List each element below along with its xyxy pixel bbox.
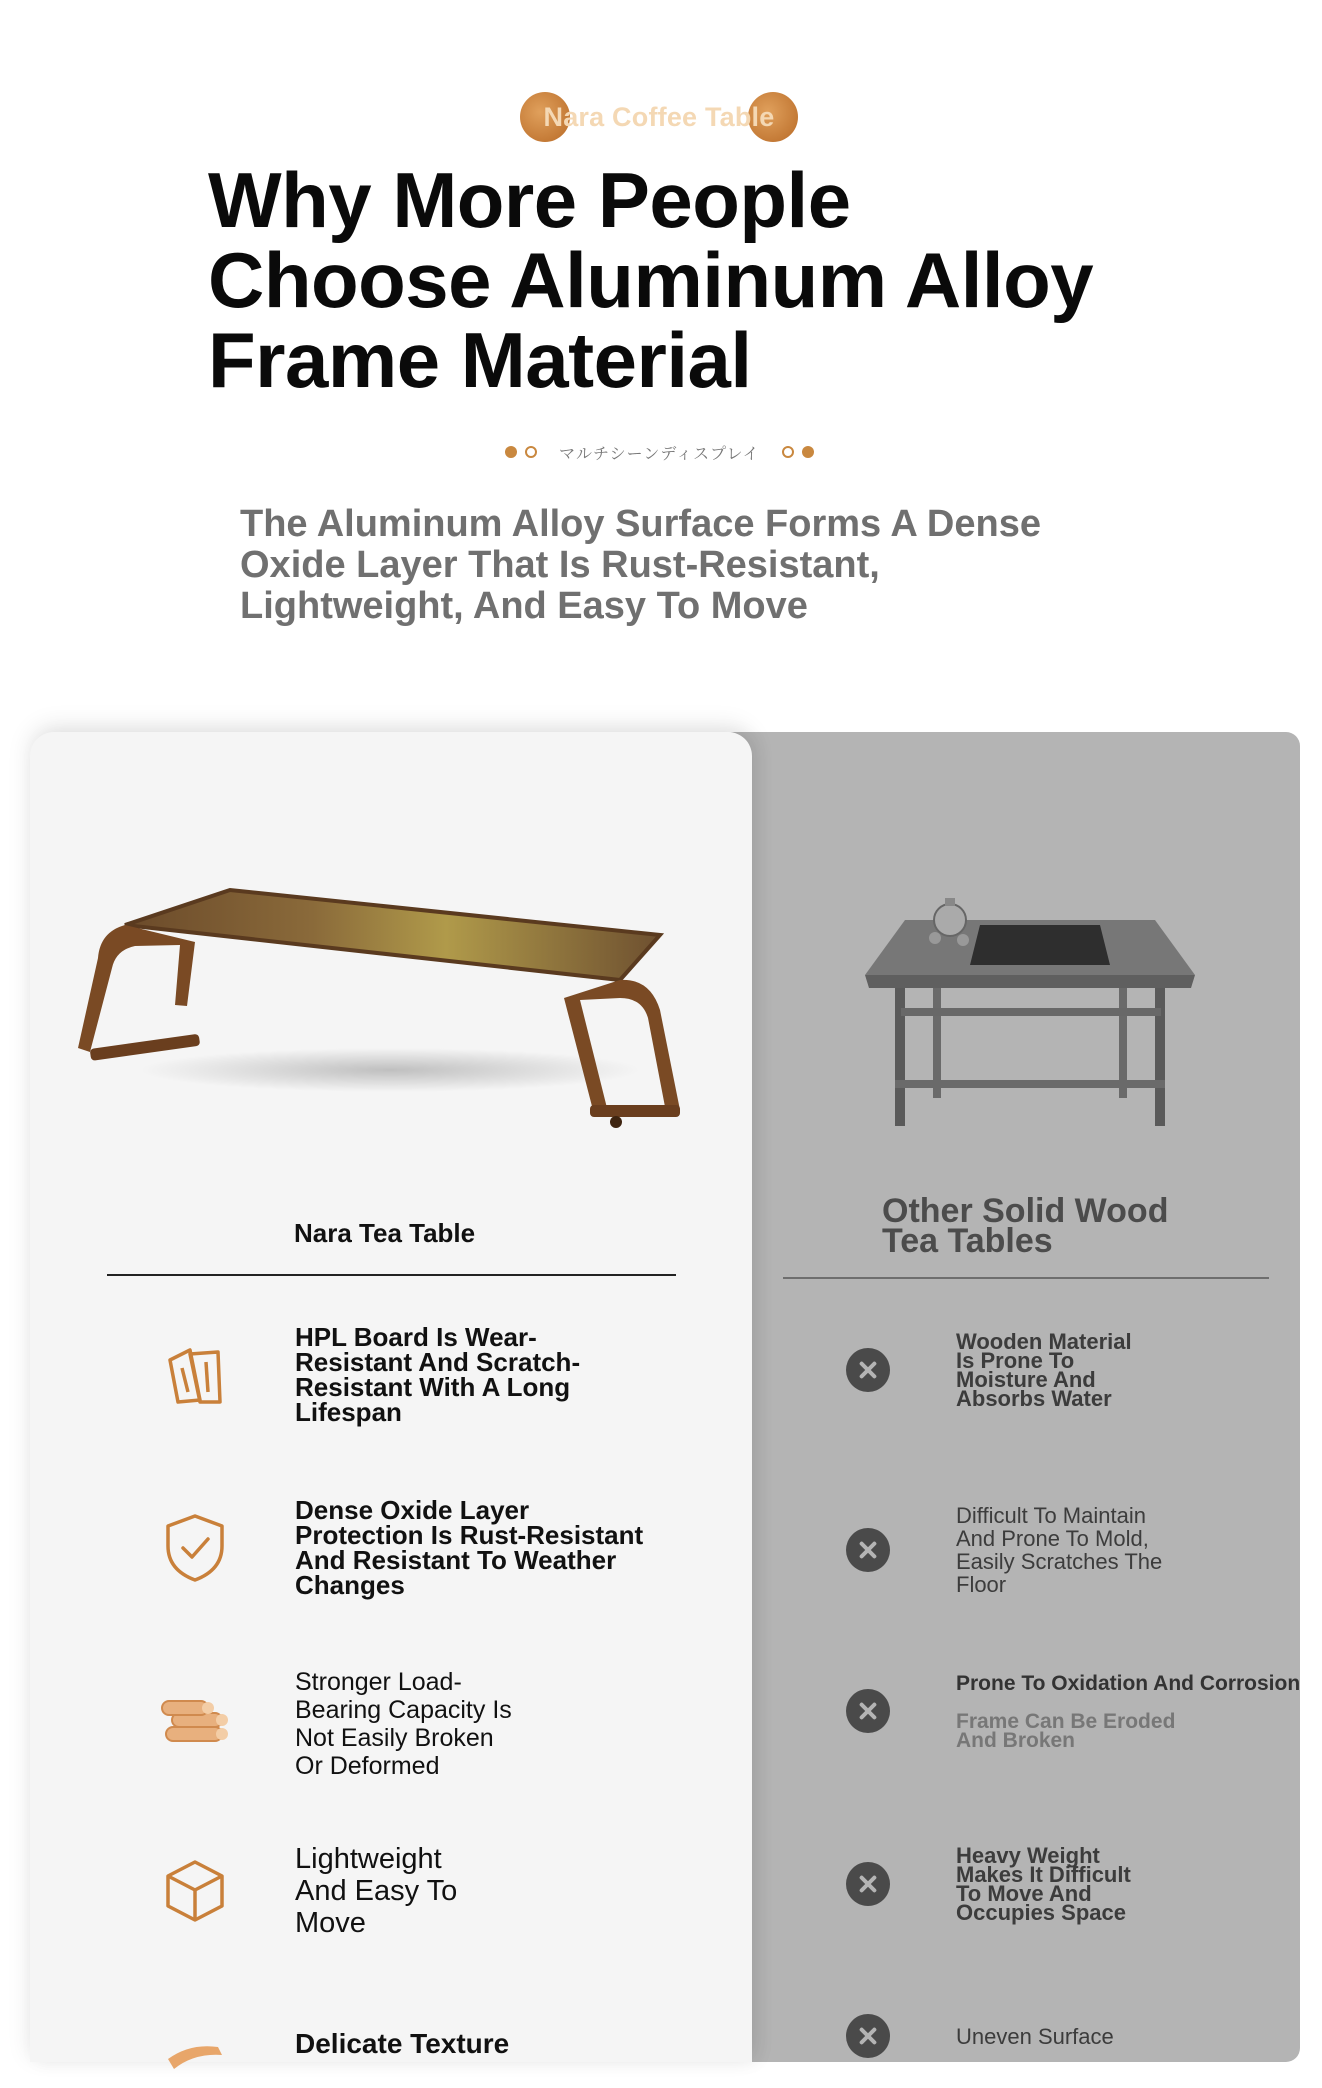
- con-subtext: Frame Can Be Eroded And Broken: [956, 1710, 1176, 1752]
- feature-item: [150, 1322, 595, 1427]
- con-text: Wooden Material Is Prone To Moisture And Absorbs Water: [956, 1329, 1132, 1411]
- brush-icon: [150, 1998, 240, 2088]
- shield-check-icon: [150, 1503, 240, 1593]
- nara-table-image: [60, 860, 700, 1160]
- con-item: [846, 1329, 1146, 1411]
- product-badge: [520, 92, 798, 142]
- divider-ring: [782, 446, 794, 458]
- con-item: [846, 1504, 1186, 1596]
- page-headline: Why More People Choose Aluminum Alloy Frame Material: [208, 156, 1094, 404]
- x-circle-icon: [846, 1862, 890, 1906]
- hpl-board-icon: [150, 1330, 240, 1420]
- con-text: Uneven Surface: [956, 2023, 1114, 2049]
- section-divider: [505, 437, 814, 467]
- nara-table-title: Nara Tea Table: [294, 1218, 476, 1248]
- con-text: Difficult To Maintain And Prone To Mold, Easily Scratches The Floor: [956, 1503, 1163, 1597]
- feature-text: Delicate Texture: [295, 2027, 510, 2059]
- con-item: [846, 1672, 1300, 1750]
- wood-table-image: [855, 880, 1215, 1130]
- feature-text: Lightweight And Easy To Move: [295, 1843, 458, 1939]
- feature-text: HPL Board Is Wear-Resistant And Scratch-Resistant With A Long Lifespan: [295, 1322, 581, 1427]
- cube-icon: [150, 1846, 240, 1936]
- badge-label: Nara Coffee Table: [543, 102, 775, 132]
- divider-dot: [802, 446, 814, 458]
- feature-item: [150, 1998, 509, 2088]
- x-circle-icon: [846, 1528, 890, 1572]
- divider-ring: [525, 446, 537, 458]
- other-tables-title: Other Solid Wood Tea Tables: [882, 1192, 1169, 1260]
- feature-item: [150, 1495, 655, 1600]
- divider-dot: [505, 446, 517, 458]
- lead-paragraph: The Aluminum Alloy Surface Forms A Dense Oxide Layer That Is Rust-Resistant, Lightweight, And Easy To Move: [240, 503, 1041, 627]
- feature-text: Dense Oxide Layer Protection Is Rust-Resistant And Resistant To Weather Changes: [295, 1495, 644, 1600]
- x-circle-icon: [846, 1689, 890, 1733]
- feature-item: [150, 1668, 515, 1780]
- other-title-rule: [783, 1277, 1269, 1279]
- x-circle-icon: [846, 1348, 890, 1392]
- divider-text: マルチシーンディスプレイ: [559, 445, 760, 463]
- feature-text: Stronger Load-Bearing Capacity Is Not Easily Broken Or Deformed: [295, 1668, 512, 1780]
- con-item: [846, 2014, 1114, 2058]
- feature-item: [150, 1843, 485, 1939]
- logs-icon: [150, 1679, 240, 1769]
- x-circle-icon: [846, 2014, 890, 2058]
- nara-title-rule: [107, 1274, 676, 1276]
- con-text: Prone To Oxidation And Corrosion: [956, 1672, 1301, 1695]
- con-item: [846, 1843, 1146, 1925]
- con-text: Heavy Weight Makes It Difficult To Move And Occupies Space: [956, 1843, 1131, 1925]
